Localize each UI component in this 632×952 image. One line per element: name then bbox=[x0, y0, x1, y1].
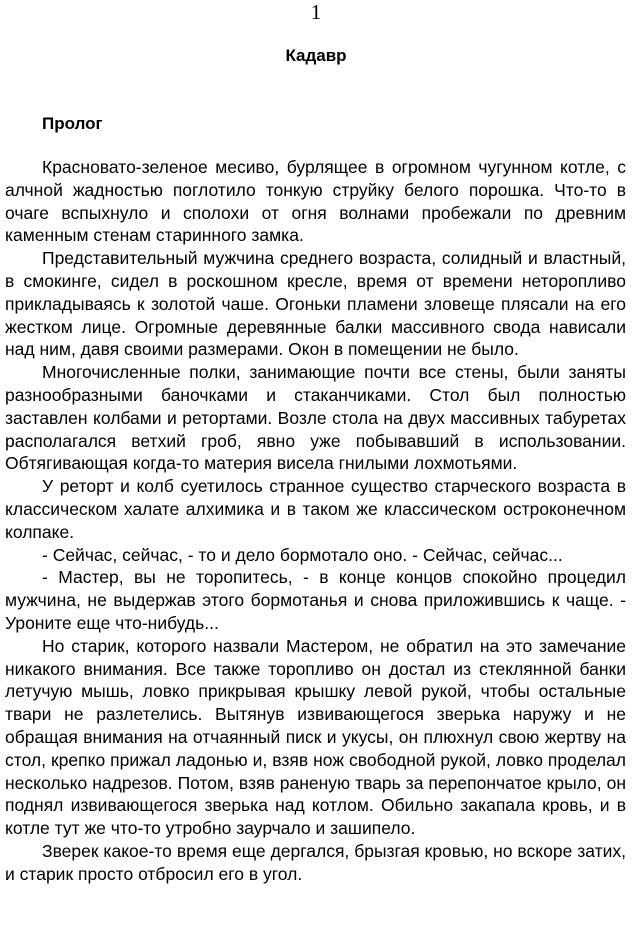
paragraph: - Сейчас, сейчас, - то и дело бормотало оно. - Сейчас, сейчас... bbox=[42, 544, 563, 565]
document-title: Кадавр bbox=[285, 46, 347, 65]
paragraph: Зверек какое-то время еще дергался, брызгая кровью, но вскоре затих, и старик просто отбросил его в угол. bbox=[5, 840, 626, 884]
paragraph: Представительный мужчина среднего возраста, солидный и властный, в смокинге, сидел в роскошном кресле, время от времени неторопливо прикладываясь к золотой чаше. Огоньки пламени зловеще плясали на его жестком лице. Огромные деревянные балки массивного свода нависали над ним, давя своими размерами. Окон в помещении не было. bbox=[5, 248, 626, 360]
paragraph: Многочисленные полки, занимающие почти все стены, были заняты разнообразными баночками и стаканчиками. Стол был полностью заставлен колбами и ретортами. Возле стола на двух массивных табуретах располагался ветхий гроб, явно уже побывавший в использовании. Обтягивающая когда-то материя висела гнилыми лохмотьями. bbox=[5, 362, 626, 474]
page-number: 1 bbox=[310, 0, 322, 24]
body-text bbox=[5, 156, 626, 886]
section-heading: Пролог bbox=[42, 114, 103, 133]
paragraph: Но старик, которого назвали Мастером, не обратил на это замечание никакого внимания. Все также торопливо он достал из стеклянной банки летучую мышь, ловко прикрывая крышку левой рукой, чтобы остальные твари не разлетелись. Вытянув извивающегося зверька наружу и не обращая внимания на отчаянный писк и укусы, он плюхнул свою жертву на стол, крепко прижал ладонью и, взяв нож свободной рукой, ловко проделал несколько надрезов. Потом, взяв раненую тварь за перепончатое крыло, он поднял извивающегося зверька над котлом. Обильно закапала кровь, и в котле тут же что-то утробно заурчало и зашипело. bbox=[5, 635, 626, 839]
paragraph: У реторт и колб суетилось странное существо старческого возраста в классическом халате алхимика и в таком же классическом остроконечном колпаке. bbox=[5, 476, 626, 542]
paragraph: Красновато-зеленое месиво, бурлящее в огромном чугунном котле, с алчной жадностью поглотило тонкую струйку белого порошка. Что-то в очаге вспыхнуло и сполохи от огня волнами пробежали по древним каменным стенам старинного замка. bbox=[5, 157, 626, 246]
paragraph: - Мастер, вы не торопитесь, - в конце концов спокойно процедил мужчина, не выдержав этого бормотанья и снова приложившись к чаще. - Уроните еще что-нибудь... bbox=[5, 567, 626, 633]
